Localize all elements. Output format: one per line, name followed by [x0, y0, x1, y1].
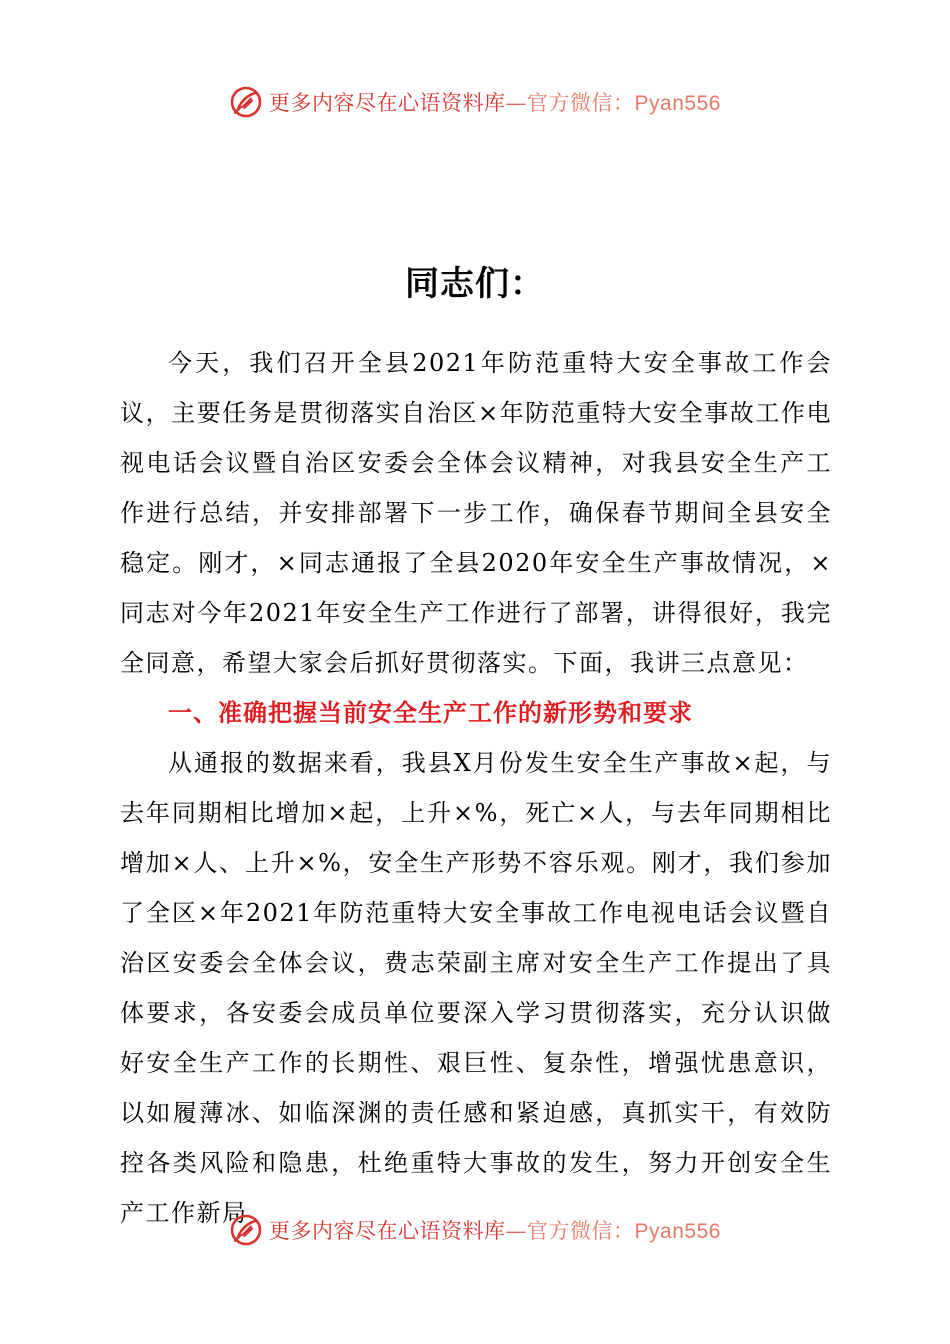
- document-body: [120, 338, 832, 1238]
- intro-paragraph: 今天，我们召开全县2021年防范重特大安全事故工作会议，主要任务是贯彻落实自治区×年防范重特大安全事故工作电视电话会议暨自治区安委会全体会议精神，对我县安全生产工作进行总结，并安排部署下一步工作，确保春节期间全县安全稳定。刚才，×同志通报了全县2020年安全生产事故情况，×同志对今年2021年安全生产工作进行了部署，讲得很好，我完全同意，希望大家会后抓好贯彻落实。下面，我讲三点意见：: [120, 349, 832, 677]
- section-paragraph: 从通报的数据来看，我县X月份发生安全生产事故×起，与去年同期相比增加×起，上升×%，死亡×人，与去年同期相比增加×人、上升×%，安全生产形势不容乐观。刚才，我们参加了全区×年2021年防范重特大安全事故工作电视电话会议暨自治区安委会全体会议，费志荣副主席对安全生产工作提出了具体要求，各安委会成员单位要深入学习贯彻落实，充分认识做好安全生产工作的长期性、艰巨性、复杂性，增强忧患意识，以如履薄冰、如临深渊的责任感和紧迫感，真抓实干，有效防控各类风险和隐患，杜绝重特大事故的发生，努力开创安全生产工作新局: [120, 749, 832, 1227]
- header-watermark: [0, 80, 950, 124]
- section-heading: 一、准确把握当前安全生产工作的新形势和要求: [168, 699, 693, 727]
- watermark-separator: —: [505, 91, 528, 115]
- brand-logo-icon: [229, 1213, 263, 1247]
- watermark-text: [269, 1215, 721, 1245]
- watermark-handle: Pyan556: [634, 1220, 721, 1243]
- footer-watermark: [0, 1208, 950, 1252]
- brand-logo-icon: [229, 85, 263, 119]
- page-title: 同志们：: [405, 264, 545, 304]
- watermark-wechat-label: 官方微信：: [527, 91, 635, 115]
- watermark-text: [269, 87, 721, 117]
- watermark-separator: —: [505, 1219, 528, 1243]
- watermark-handle: Pyan556: [634, 92, 721, 115]
- watermark-wechat-label: 官方微信：: [527, 1219, 635, 1243]
- watermark-brand: 更多内容尽在心语资料库: [269, 91, 506, 115]
- watermark-brand: 更多内容尽在心语资料库: [269, 1219, 506, 1243]
